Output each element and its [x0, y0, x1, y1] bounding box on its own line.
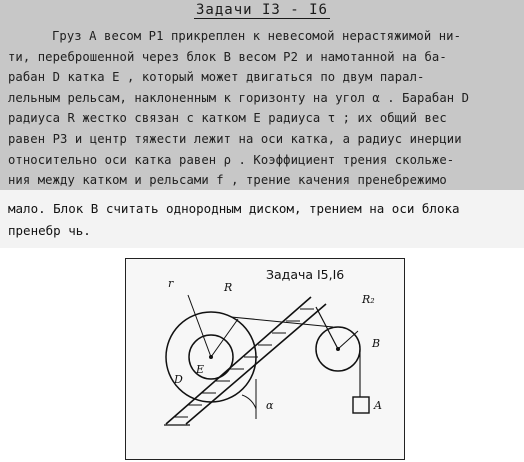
text-line: равен P3 и центр тяжести лежит на оси катка, а радиус инерции	[8, 131, 462, 146]
problem-text	[8, 26, 518, 191]
page-title: Задачи I3 - I6	[195, 2, 328, 18]
text-line: мало. Блок B считать однородным диском, трением на оси блока	[8, 201, 460, 216]
figure-title: Задача I5,I6	[266, 267, 345, 282]
label-A: A	[374, 399, 382, 412]
text-line: Груз A весом P1 прикреплен к невесомой нерастяжимой ни-	[52, 29, 462, 43]
label-B: B	[372, 337, 381, 350]
label-E: E	[196, 363, 205, 376]
text-line: пренебр чь.	[8, 223, 91, 238]
text-line: ти, переброшенной через блок B весом P2 и намотанной на ба-	[8, 49, 447, 64]
text-line: рабан D катка E , который может двигаться по двум парал-	[8, 70, 425, 85]
label-r: r	[168, 277, 174, 290]
text-line: лельным рельсам, наклоненным к горизонту на угол α . Барабан D	[8, 90, 470, 105]
rail-lower	[166, 297, 311, 424]
text-line: ния между катком и рельсами f , трение качения пренебрежимо	[8, 173, 447, 188]
label-R: R	[224, 281, 233, 294]
text-line: радиуса R жестко связан с катком E радиуса τ ; их общий вес	[8, 111, 447, 126]
label-alpha: α	[266, 399, 274, 412]
weight-a	[353, 397, 369, 413]
label-R2: R₂	[362, 293, 375, 306]
text-line: относительно оси катка равен ρ . Коэффициент трения скольже-	[8, 152, 455, 167]
label-D: D	[174, 373, 183, 386]
problem-text-continued	[8, 198, 518, 242]
rail-hatching	[174, 309, 314, 417]
problem-figure	[125, 258, 405, 460]
